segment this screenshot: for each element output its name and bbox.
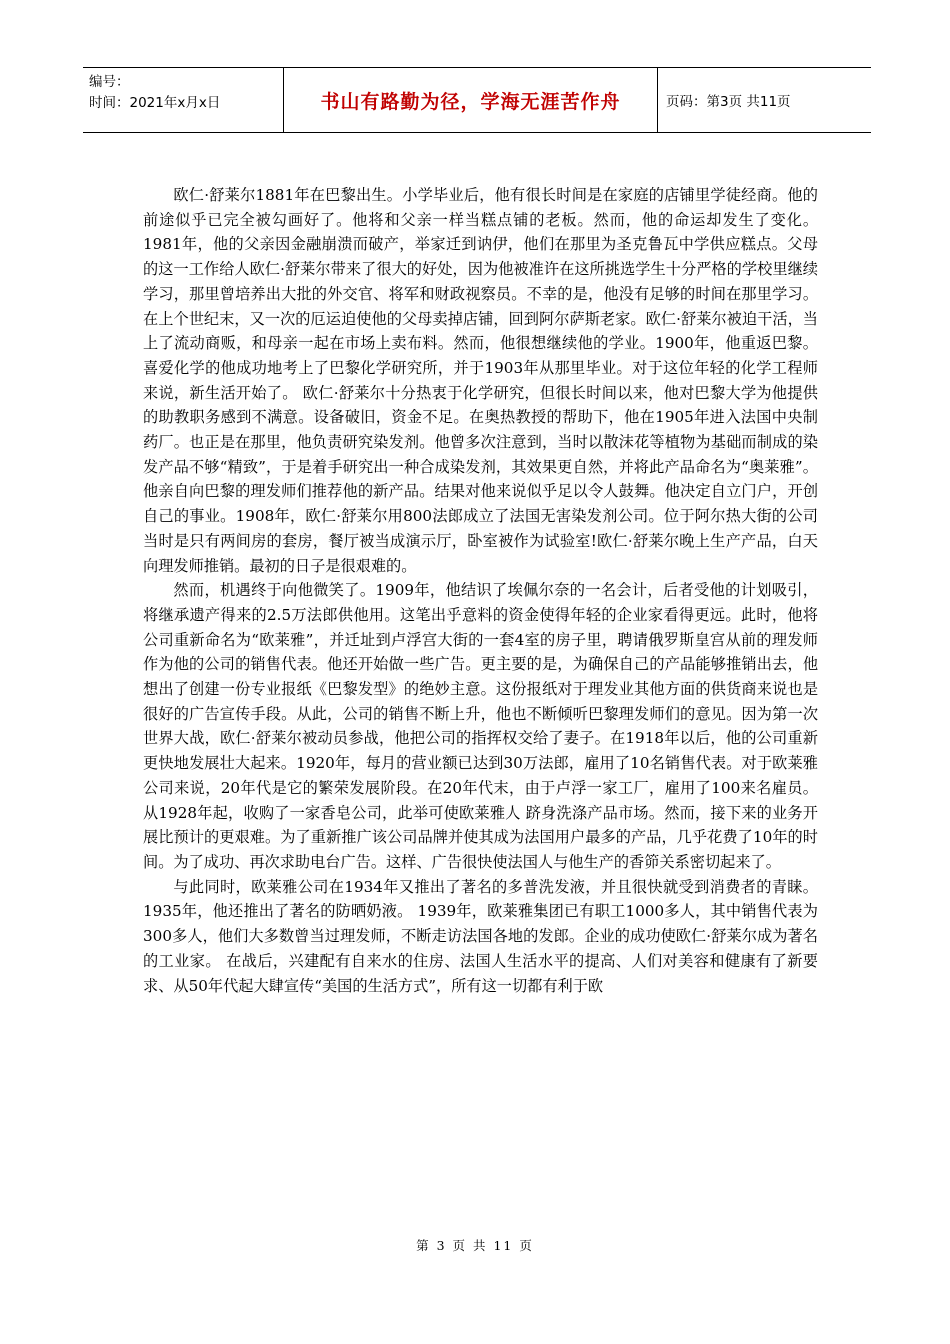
document-body xyxy=(143,183,818,998)
body-paragraph-2: 然而，机遇终于向他微笑了。1909年，他结识了埃佩尔奈的一名会计，后者受他的计划吸引，将继承遗产得来的2.5万法郎供他用。这笔出乎意料的资金使得年轻的企业家看得更远。此时，他将公司重新命名为“欧莱雅”，并迁址到卢浮宫大街的一套4室的房子里，聘请俄罗斯皇宫从前的理发师作为他的公司的销售代表。他还开始做一些广告。更主要的是，为确保自己的产品能够推销出去，他想出了创建一份专业报纸《巴黎发型》的绝妙主意。这份报纸对于理发业其他方面的供货商来说也是很好的广告宣传手段。从此，公司的销售不断上升，他也不断倾听巴黎理发师们的意见。因为第一次世界大战，欧仁·舒莱尔被动员参战，他把公司的指挥权交给了妻子。在1918年以后，他的公司重新更快地发展壮大起来。1920年，每月的营业额已达到30万法郎，雇用了10名销售代表。对于欧莱雅公司来说，20年代是它的繁荣发展阶段。在20年代末，由于卢浮一家工厂，雇用了100来名雇员。从1928年起，收购了一家香皂公司，此举可使欧莱雅人 跻身洗涤产品市场。然而，接下来的业务开展比预计的更艰难。为了重新推广该公司品牌并使其成为法国用户最多的产品，几乎花费了10年的时间。为了成功、再次求助电台广告。这样、广告很快使法国人与他生产的香笷关系密切起来了。 xyxy=(143,581,818,871)
document-number-label: 编号： xyxy=(89,74,130,90)
page-footer: 第 3 页 共 11 页 xyxy=(416,1238,534,1253)
document-date-label: 时间：2021年x月x日 xyxy=(89,95,221,111)
page-header xyxy=(83,67,871,133)
header-motto: 书山有路勤为径，学海无涯苦作舟 xyxy=(283,68,658,132)
body-paragraph-1: 欧仁·舒莱尔1881年在巴黎出生。小学毕业后，他有很长时间是在家庭的店铺里学徒经商。他的前途似乎已完全被勾画好了。他将和父亲一样当糕点铺的老板。然而，他的命运却发生了变化。1981年，他的父亲因金融崩溃而破产，举家迁到讷伊，他们在那里为圣克鲁瓦中学供应糕点。父母的这一工作给人欧仁·舒莱尔带来了很大的好处，因为他被准许在这所挑选学生十分严格的学校里继续学习，那里曾培养出大批的外交官、将军和财政视察员。不幸的是，他没有足够的时间在那里学习。在上个世纪末，又一次的厄运迫使他的父母卖掉店铺，回到阿尔萨斯老家。欧仁·舒莱尔被迫干活，当上了流动商贩，和母亲一起在市场上卖布料。然而，他很想继续他的学业。1900年，他重返巴黎。喜爱化学的他成功地考上了巴黎化学研究所，并于1903年从那里毕业。对于这位年轻的化学工程师来说，新生活开始了。 欧仁·舒莱尔十分热衷于化学研究，但很长时间以来，他对巴黎大学为他提供的助教职务感到不满意。设备破旧，资金不足。在奥热教授的帮助下，他在1905年进入法国中央制药厂。也正是在那里，他负责研究染发剂。他曾多次注意到，当时以散沫花等植物为基础而制成的染发产品不够“精致”，于是着手研究出一种合成染发剂，其效果更自然，并将此产品命名为“奥莱雅”。他亲自向巴黎的理发师们推荐他的新产品。结果对他来说似乎足以令人鼓舞。他决定自立门户，开创自己的事业。1908年，欧仁·舒莱尔用800法郎成立了法国无害染发剂公司。位于阿尔热大街的公司当时是只有两间房的套房，餐厅被当成演示厅，卧室被作为试验室!欧仁·舒莱尔晚上生产产品，白天向理发师推销。最初的日子是很艰难的。 xyxy=(143,186,818,575)
header-page-info: 页码：第3页 共11页 xyxy=(666,94,791,110)
body-paragraph-3: 与此同时，欧莱雅公司在1934年又推出了著名的多普洗发液，并且很快就受到消费者的青睐。1935年，他还推出了著名的防晒奶液。 1939年，欧莱雅集团已有职工1000多人，其中销售代表为300多人，他们大多数曾当过理发师，不断走访法国各地的发郎。企业的成功使欧仁·舒莱尔成为著名的工业家。 在战后，兴建配有自来水的住房、法国人生活水平的提高、人们对美容和健康有了新要求、从50年代起大肆宣传“美国的生活方式”，所有这一切都有利于欧 xyxy=(143,877,818,995)
header-meta xyxy=(83,68,283,132)
